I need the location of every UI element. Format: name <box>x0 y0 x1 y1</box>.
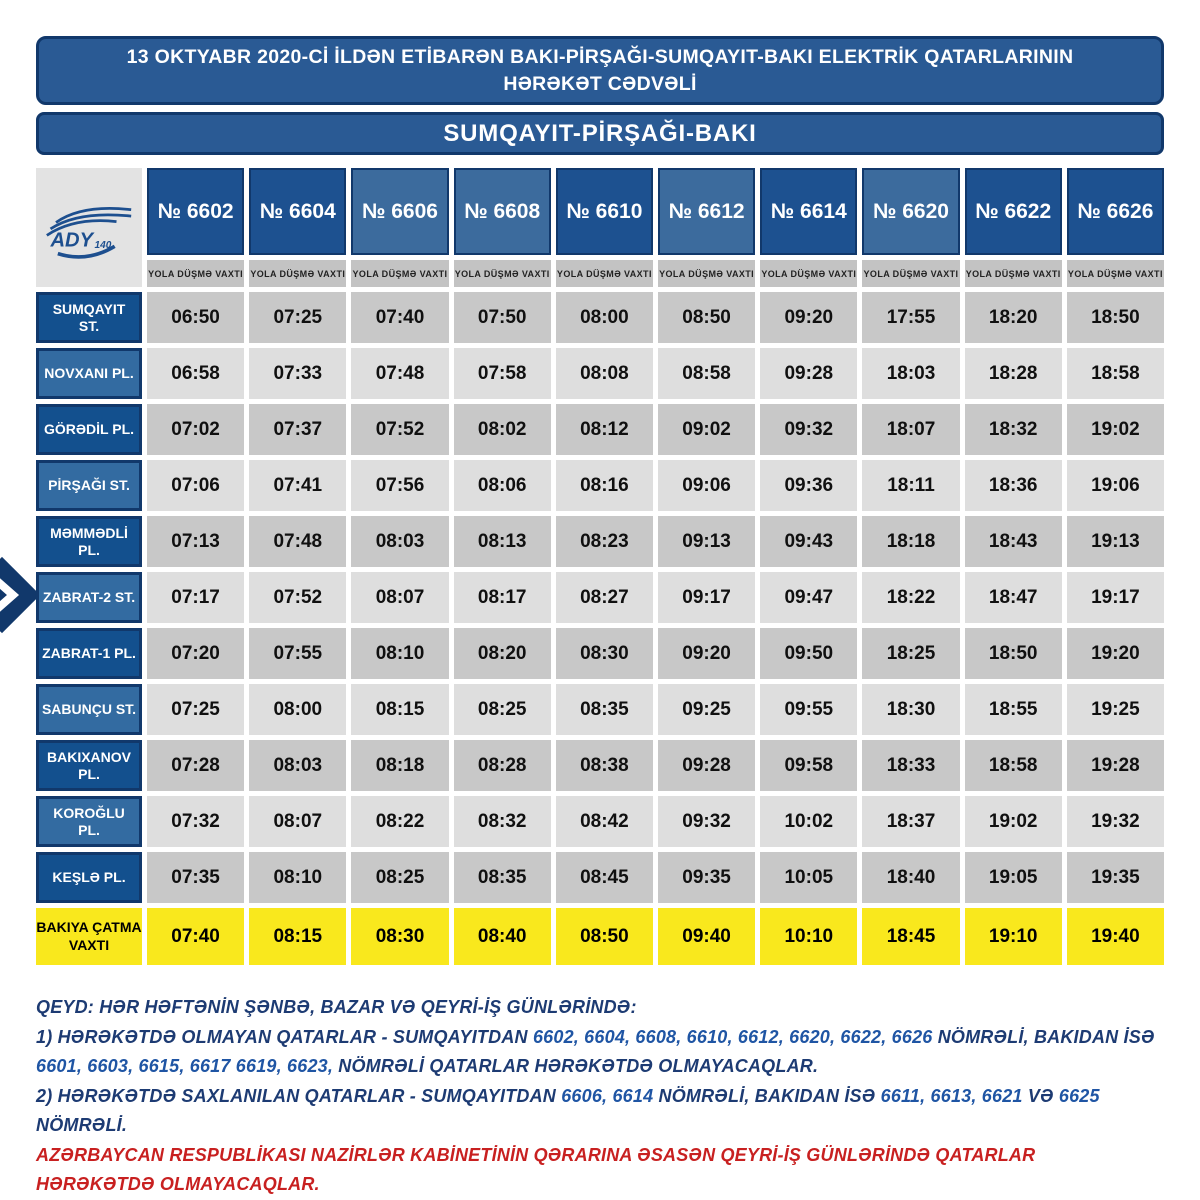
note-line <box>36 993 1164 1023</box>
departure-time-cell: 09:28 <box>658 740 755 791</box>
departure-time-cell: 08:58 <box>658 348 755 399</box>
departure-time-cell: 08:22 <box>351 796 448 847</box>
station-label-cell: KOROĞLU PL. <box>36 796 142 847</box>
departure-time-cell: 07:25 <box>147 684 244 735</box>
departure-time-cell: 18:28 <box>965 348 1062 399</box>
departure-time-cell: 18:37 <box>862 796 959 847</box>
departure-time-cell: 08:23 <box>556 516 653 567</box>
departure-time-header: YOLA DÜŞMƏ VAXTI <box>965 260 1062 287</box>
departure-time-cell: 08:18 <box>351 740 448 791</box>
departure-time-cell: 18:03 <box>862 348 959 399</box>
departure-time-cell: 08:17 <box>454 572 551 623</box>
schedule-title-line2: HƏRƏKƏT CƏDVƏLİ <box>503 72 697 95</box>
train-header-cell: № 6608 <box>454 168 551 255</box>
station-label-cell: SUMQAYIT ST. <box>36 292 142 343</box>
departure-time-header: YOLA DÜŞMƏ VAXTI <box>760 260 857 287</box>
notes-section <box>36 993 1164 1200</box>
note-segment: 1) HƏRƏKƏTDƏ OLMAYAN QATARLAR <box>36 1026 382 1047</box>
chevron-right-icon <box>0 563 34 627</box>
departure-time-cell: 07:41 <box>249 460 346 511</box>
schedule-title-bar <box>36 36 1164 105</box>
route-direction-badge <box>0 563 34 627</box>
arrival-time-cell: 08:40 <box>454 908 551 965</box>
arrival-time-cell: 09:40 <box>658 908 755 965</box>
station-label-cell: PİRŞAĞI ST. <box>36 460 142 511</box>
departure-time-cell: 08:00 <box>556 292 653 343</box>
departure-time-cell: 18:25 <box>862 628 959 679</box>
departure-time-cell: 08:06 <box>454 460 551 511</box>
departure-time-cell: 08:45 <box>556 852 653 903</box>
departure-time-cell: 19:20 <box>1067 628 1164 679</box>
departure-time-cell: 18:18 <box>862 516 959 567</box>
departure-time-cell: 08:20 <box>454 628 551 679</box>
departure-time-cell: 07:55 <box>249 628 346 679</box>
arrival-time-cell: 08:50 <box>556 908 653 965</box>
schedule-title-line1: 13 OKTYABR 2020-Cİ İLDƏN ETİBARƏN BAKI-PİRŞAĞI-SUMQAYIT-BAKI ELEKTRİK QATARLARININ <box>126 46 1074 69</box>
departure-time-cell: 09:25 <box>658 684 755 735</box>
station-label-cell: SABUNÇU ST. <box>36 684 142 735</box>
note-segment: NÖMRƏLİ, BAKIDAN İSƏ <box>932 1026 1155 1047</box>
departure-time-cell: 19:35 <box>1067 852 1164 903</box>
departure-time-cell: 07:32 <box>147 796 244 847</box>
departure-time-cell: 07:17 <box>147 572 244 623</box>
departure-time-cell: 18:20 <box>965 292 1062 343</box>
ady-logo-icon <box>43 195 135 261</box>
departure-time-cell: 08:32 <box>454 796 551 847</box>
departure-time-cell: 08:10 <box>351 628 448 679</box>
departure-time-cell: 18:36 <box>965 460 1062 511</box>
departure-time-cell: 18:58 <box>1067 348 1164 399</box>
departure-time-cell: 18:58 <box>965 740 1062 791</box>
departure-time-cell: 19:06 <box>1067 460 1164 511</box>
departure-time-cell: 09:43 <box>760 516 857 567</box>
note-line <box>36 1082 1164 1141</box>
note-segment: - SUMQAYITDAN <box>381 1026 533 1047</box>
departure-time-cell: 07:52 <box>249 572 346 623</box>
departure-time-cell: 08:07 <box>351 572 448 623</box>
train-header-cell: № 6602 <box>147 168 244 255</box>
departure-time-cell: 08:15 <box>351 684 448 735</box>
departure-time-cell: 09:47 <box>760 572 857 623</box>
departure-time-cell: 08:50 <box>658 292 755 343</box>
departure-time-cell: 18:30 <box>862 684 959 735</box>
departure-time-cell: 07:35 <box>147 852 244 903</box>
departure-time-cell: 08:25 <box>454 684 551 735</box>
departure-time-cell: 07:06 <box>147 460 244 511</box>
departure-time-cell: 18:33 <box>862 740 959 791</box>
departure-time-cell: 08:25 <box>351 852 448 903</box>
note-segment: 6601, 6603, 6615, 6617 6619, 6623, <box>36 1056 334 1076</box>
station-label-cell: NOVXANI PL. <box>36 348 142 399</box>
station-label-cell: KEŞLƏ PL. <box>36 852 142 903</box>
train-header-cell: № 6610 <box>556 168 653 255</box>
note-segment: NÖMRƏLİ. <box>36 1115 128 1135</box>
timetable-grid <box>36 168 1164 965</box>
departure-time-cell: 07:33 <box>249 348 346 399</box>
departure-time-cell: 08:28 <box>454 740 551 791</box>
departure-time-cell: 17:55 <box>862 292 959 343</box>
departure-time-cell: 09:02 <box>658 404 755 455</box>
ady-logo <box>36 168 142 287</box>
train-header-cell: № 6622 <box>965 168 1062 255</box>
departure-time-cell: 18:07 <box>862 404 959 455</box>
departure-time-cell: 18:11 <box>862 460 959 511</box>
departure-time-header: YOLA DÜŞMƏ VAXTI <box>249 260 346 287</box>
note-segment: 6625 <box>1058 1085 1100 1106</box>
departure-time-header: YOLA DÜŞMƏ VAXTI <box>556 260 653 287</box>
note-segment: QEYD: <box>36 997 95 1017</box>
station-label-cell: GÖRƏDİL PL. <box>36 404 142 455</box>
note-segment: 6602, 6604, 6608, 6610, 6612, 6620, 6622, 6626 <box>532 1026 933 1047</box>
arrival-time-cell: 19:10 <box>965 908 1062 965</box>
departure-time-cell: 10:02 <box>760 796 857 847</box>
note-segment: NÖMRƏLİ QATARLAR HƏRƏKƏTDƏ OLMAYACAQLAR. <box>333 1056 819 1076</box>
departure-time-header: YOLA DÜŞMƏ VAXTI <box>351 260 448 287</box>
departure-time-cell: 18:32 <box>965 404 1062 455</box>
departure-time-cell: 18:43 <box>965 516 1062 567</box>
route-title-bar <box>36 112 1164 155</box>
note-line <box>36 1170 1164 1200</box>
note-segment: NÖMRƏLİ, BAKIDAN İSƏ <box>653 1085 881 1106</box>
departure-time-header: YOLA DÜŞMƏ VAXTI <box>658 260 755 287</box>
departure-time-cell: 19:13 <box>1067 516 1164 567</box>
note-segment: - SUMQAYITDAN <box>404 1085 562 1106</box>
train-header-cell: № 6620 <box>862 168 959 255</box>
departure-time-cell: 07:58 <box>454 348 551 399</box>
train-header-cell: № 6606 <box>351 168 448 255</box>
departure-time-cell: 19:05 <box>965 852 1062 903</box>
note-segment: HƏR HƏFTƏNİN ŞƏNBƏ, BAZAR VƏ QEYRİ-İŞ GÜNLƏRİNDƏ: <box>94 997 637 1017</box>
departure-time-cell: 08:35 <box>556 684 653 735</box>
note-line <box>36 1052 1164 1082</box>
svg-text:140: 140 <box>94 239 112 251</box>
departure-time-cell: 09:32 <box>760 404 857 455</box>
departure-time-cell: 09:55 <box>760 684 857 735</box>
departure-time-cell: 08:13 <box>454 516 551 567</box>
departure-time-cell: 19:02 <box>965 796 1062 847</box>
arrival-time-cell: 10:10 <box>760 908 857 965</box>
departure-time-cell: 18:55 <box>965 684 1062 735</box>
station-label-cell: MƏMMƏDLİ PL. <box>36 516 142 567</box>
departure-time-cell: 08:27 <box>556 572 653 623</box>
departure-time-cell: 19:25 <box>1067 684 1164 735</box>
departure-time-cell: 19:28 <box>1067 740 1164 791</box>
departure-time-cell: 09:35 <box>658 852 755 903</box>
departure-time-cell: 09:58 <box>760 740 857 791</box>
train-header-cell: № 6626 <box>1067 168 1164 255</box>
departure-time-cell: 06:50 <box>147 292 244 343</box>
departure-time-cell: 08:35 <box>454 852 551 903</box>
departure-time-cell: 07:28 <box>147 740 244 791</box>
departure-time-cell: 09:32 <box>658 796 755 847</box>
arrival-time-cell: 18:45 <box>862 908 959 965</box>
arrival-label-cell: BAKIYA ÇATMA VAXTI <box>36 908 142 965</box>
departure-time-cell: 18:22 <box>862 572 959 623</box>
departure-time-cell: 07:48 <box>249 516 346 567</box>
arrival-time-cell: 19:40 <box>1067 908 1164 965</box>
note-line <box>36 1141 1164 1171</box>
arrival-time-cell: 08:30 <box>351 908 448 965</box>
note-segment: VƏ <box>1022 1085 1059 1106</box>
arrival-time-cell: 07:40 <box>147 908 244 965</box>
departure-time-header: YOLA DÜŞMƏ VAXTI <box>1067 260 1164 287</box>
departure-time-cell: 18:47 <box>965 572 1062 623</box>
station-label-cell: BAKIXANOV PL. <box>36 740 142 791</box>
station-label-cell: ZABRAT-1 PL. <box>36 628 142 679</box>
departure-time-cell: 08:16 <box>556 460 653 511</box>
departure-time-cell: 09:20 <box>760 292 857 343</box>
route-title: SUMQAYIT-PİRŞAĞI-BAKI <box>443 119 757 147</box>
note-segment: 6606, 6614 <box>561 1085 654 1106</box>
departure-time-cell: 19:32 <box>1067 796 1164 847</box>
departure-time-cell: 07:52 <box>351 404 448 455</box>
departure-time-cell: 08:03 <box>249 740 346 791</box>
departure-time-cell: 08:00 <box>249 684 346 735</box>
note-segment: 2) HƏRƏKƏTDƏ SAXLANILAN QATARLAR <box>36 1085 405 1106</box>
train-header-cell: № 6604 <box>249 168 346 255</box>
departure-time-cell: 08:07 <box>249 796 346 847</box>
departure-time-cell: 09:06 <box>658 460 755 511</box>
departure-time-cell: 09:13 <box>658 516 755 567</box>
departure-time-cell: 08:42 <box>556 796 653 847</box>
departure-time-cell: 08:03 <box>351 516 448 567</box>
train-header-cell: № 6612 <box>658 168 755 255</box>
departure-time-cell: 07:13 <box>147 516 244 567</box>
departure-time-cell: 19:17 <box>1067 572 1164 623</box>
departure-time-cell: 09:20 <box>658 628 755 679</box>
departure-time-header: YOLA DÜŞMƏ VAXTI <box>862 260 959 287</box>
departure-time-cell: 19:02 <box>1067 404 1164 455</box>
departure-time-cell: 08:12 <box>556 404 653 455</box>
note-segment: AZƏRBAYCAN RESPUBLİKASI NAZİRLƏR KABİNETİNİN QƏRARINA ƏSASƏN QEYRİ-İŞ GÜNLƏRİNDƏ QATARLAR <box>36 1144 1036 1165</box>
departure-time-cell: 06:58 <box>147 348 244 399</box>
departure-time-cell: 07:48 <box>351 348 448 399</box>
departure-time-header: YOLA DÜŞMƏ VAXTI <box>454 260 551 287</box>
svg-text:ADY: ADY <box>50 228 94 251</box>
departure-time-header: YOLA DÜŞMƏ VAXTI <box>147 260 244 287</box>
departure-time-cell: 08:10 <box>249 852 346 903</box>
departure-time-cell: 08:38 <box>556 740 653 791</box>
departure-time-cell: 07:02 <box>147 404 244 455</box>
departure-time-cell: 18:40 <box>862 852 959 903</box>
note-line <box>36 1023 1164 1053</box>
departure-time-cell: 18:50 <box>965 628 1062 679</box>
departure-time-cell: 09:36 <box>760 460 857 511</box>
departure-time-cell: 09:17 <box>658 572 755 623</box>
departure-time-cell: 09:28 <box>760 348 857 399</box>
note-segment: 6611, 6613, 6621 <box>880 1085 1023 1106</box>
departure-time-cell: 18:50 <box>1067 292 1164 343</box>
departure-time-cell: 08:02 <box>454 404 551 455</box>
departure-time-cell: 07:37 <box>249 404 346 455</box>
arrival-time-cell: 08:15 <box>249 908 346 965</box>
note-segment: HƏRƏKƏTDƏ OLMAYACAQLAR. <box>36 1174 320 1194</box>
departure-time-cell: 08:08 <box>556 348 653 399</box>
departure-time-cell: 07:50 <box>454 292 551 343</box>
departure-time-cell: 07:25 <box>249 292 346 343</box>
departure-time-cell: 07:40 <box>351 292 448 343</box>
departure-time-cell: 10:05 <box>760 852 857 903</box>
departure-time-cell: 09:50 <box>760 628 857 679</box>
train-header-cell: № 6614 <box>760 168 857 255</box>
departure-time-cell: 07:20 <box>147 628 244 679</box>
station-label-cell: ZABRAT-2 ST. <box>36 572 142 623</box>
departure-time-cell: 07:56 <box>351 460 448 511</box>
departure-time-cell: 08:30 <box>556 628 653 679</box>
